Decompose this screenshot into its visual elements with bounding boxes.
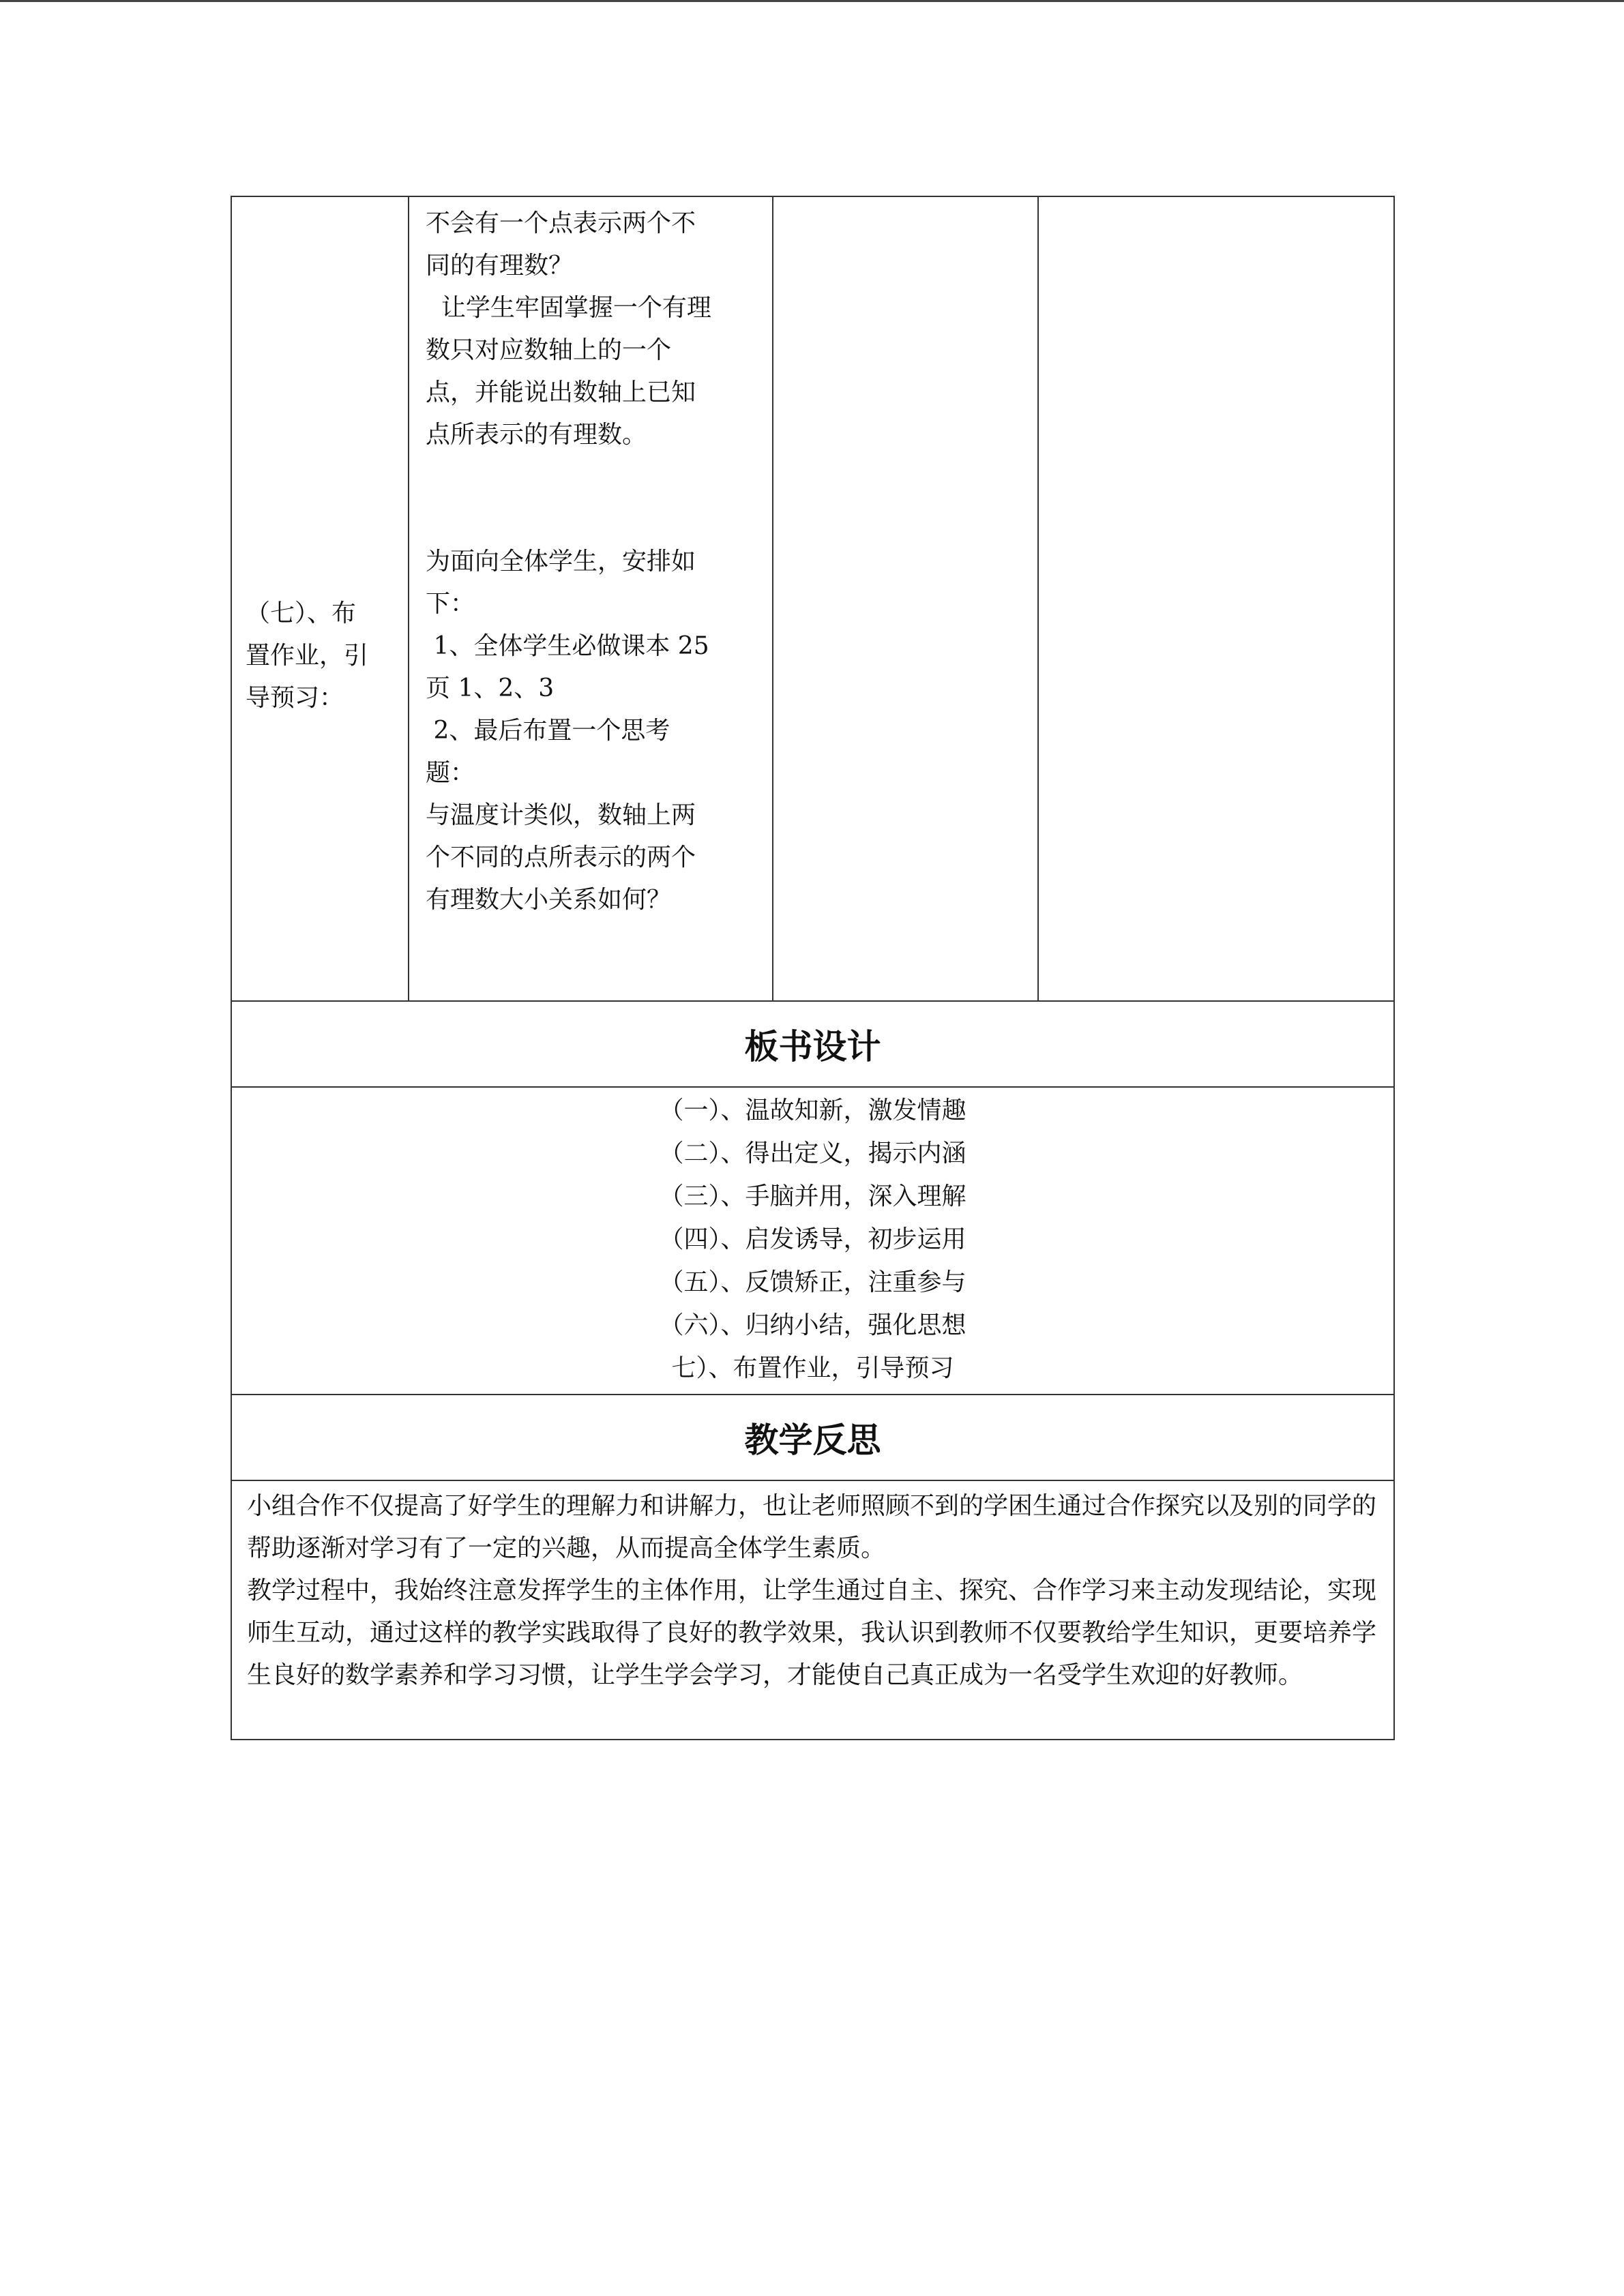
board-title-cell bbox=[231, 1001, 1394, 1087]
content-cell bbox=[409, 196, 773, 1001]
content-line: 有理数大小关系如何？ bbox=[426, 886, 672, 914]
content-line: 为面向全体学生，安排如 bbox=[426, 548, 696, 576]
board-outline-item: （三）、手脑并用，深入理解 bbox=[659, 1182, 966, 1210]
content-spacer bbox=[426, 456, 756, 541]
student-activity-cell bbox=[773, 196, 1038, 1001]
board-outline-item: （六）、归纳小结，强化思想 bbox=[659, 1311, 966, 1339]
reflection-title: 教学反思 bbox=[744, 1420, 881, 1460]
stage-label-line: 导预习： bbox=[246, 684, 344, 712]
reflection-body-row bbox=[231, 1480, 1394, 1740]
reflection-paragraph: 教学过程中，我始终注意发挥学生的主体作用，让学生通过自主、探究、合作学习来主动发现结论，实现师生互动，通过这样的教学实践取得了良好的教学效果，我认识到教师不仅要教给学生知识，更要培养学生良好的数学素养和学习习惯，让学生学会学习，才能使自己真正成为一名受学生欢迎的好教师。 bbox=[247, 1577, 1377, 1689]
board-title-row bbox=[231, 1001, 1394, 1087]
content-line: 同的有理数？ bbox=[426, 252, 574, 280]
stage-label-line: （七）、布 bbox=[246, 599, 357, 627]
content-line: 题： bbox=[426, 759, 475, 787]
design-intent-cell bbox=[1038, 196, 1394, 1001]
board-outline-item: （四）、启发诱导，初步运用 bbox=[659, 1225, 966, 1253]
board-outline-row bbox=[231, 1087, 1394, 1395]
board-outline-item: （五）、反馈矫正，注重参与 bbox=[659, 1268, 966, 1296]
lesson-plan-table bbox=[231, 196, 1395, 1740]
stage-label-line: 置作业，引 bbox=[246, 642, 369, 670]
board-outline-item: 七）、布置作业，引导预习 bbox=[671, 1354, 954, 1382]
content-line: 下： bbox=[426, 590, 475, 618]
content-line: 与温度计类似，数轴上两 bbox=[426, 801, 696, 829]
content-line: 点所表示的有理数。 bbox=[426, 421, 647, 449]
activity-row bbox=[231, 196, 1394, 1001]
reflection-paragraph: 小组合作不仅提高了好学生的理解力和讲解力，也让老师照顾不到的学困生通过合作探究以及别的同学的帮助逐渐对学习有了一定的兴趣，从而提高全体学生素质。 bbox=[247, 1492, 1377, 1562]
stage-cell bbox=[231, 196, 409, 1001]
board-outline-item: （二）、得出定义，揭示内涵 bbox=[659, 1139, 966, 1167]
content-line: 页 1、2、3 bbox=[426, 674, 555, 702]
content-line: 个不同的点所表示的两个 bbox=[426, 844, 696, 871]
content-line: 点，并能说出数轴上已知 bbox=[426, 378, 696, 406]
board-outline-cell bbox=[231, 1087, 1394, 1395]
content-line: 数只对应数轴上的一个 bbox=[426, 336, 672, 364]
content-line: 1、全体学生必做课本 25 bbox=[426, 632, 709, 660]
stage-label bbox=[246, 593, 397, 719]
reflection-title-cell bbox=[231, 1395, 1394, 1480]
content-line: 2、最后布置一个思考 bbox=[426, 717, 670, 745]
content-line: 让学生牢固掌握一个有理 bbox=[426, 294, 711, 322]
content-line: 不会有一个点表示两个不 bbox=[426, 209, 696, 237]
board-outline-item: （一）、温故知新，激发情趣 bbox=[659, 1097, 966, 1124]
reflection-title-row bbox=[231, 1395, 1394, 1480]
board-design-title: 板书设计 bbox=[744, 1027, 881, 1067]
page-top-border bbox=[0, 0, 1624, 2]
reflection-body-cell bbox=[231, 1480, 1394, 1740]
